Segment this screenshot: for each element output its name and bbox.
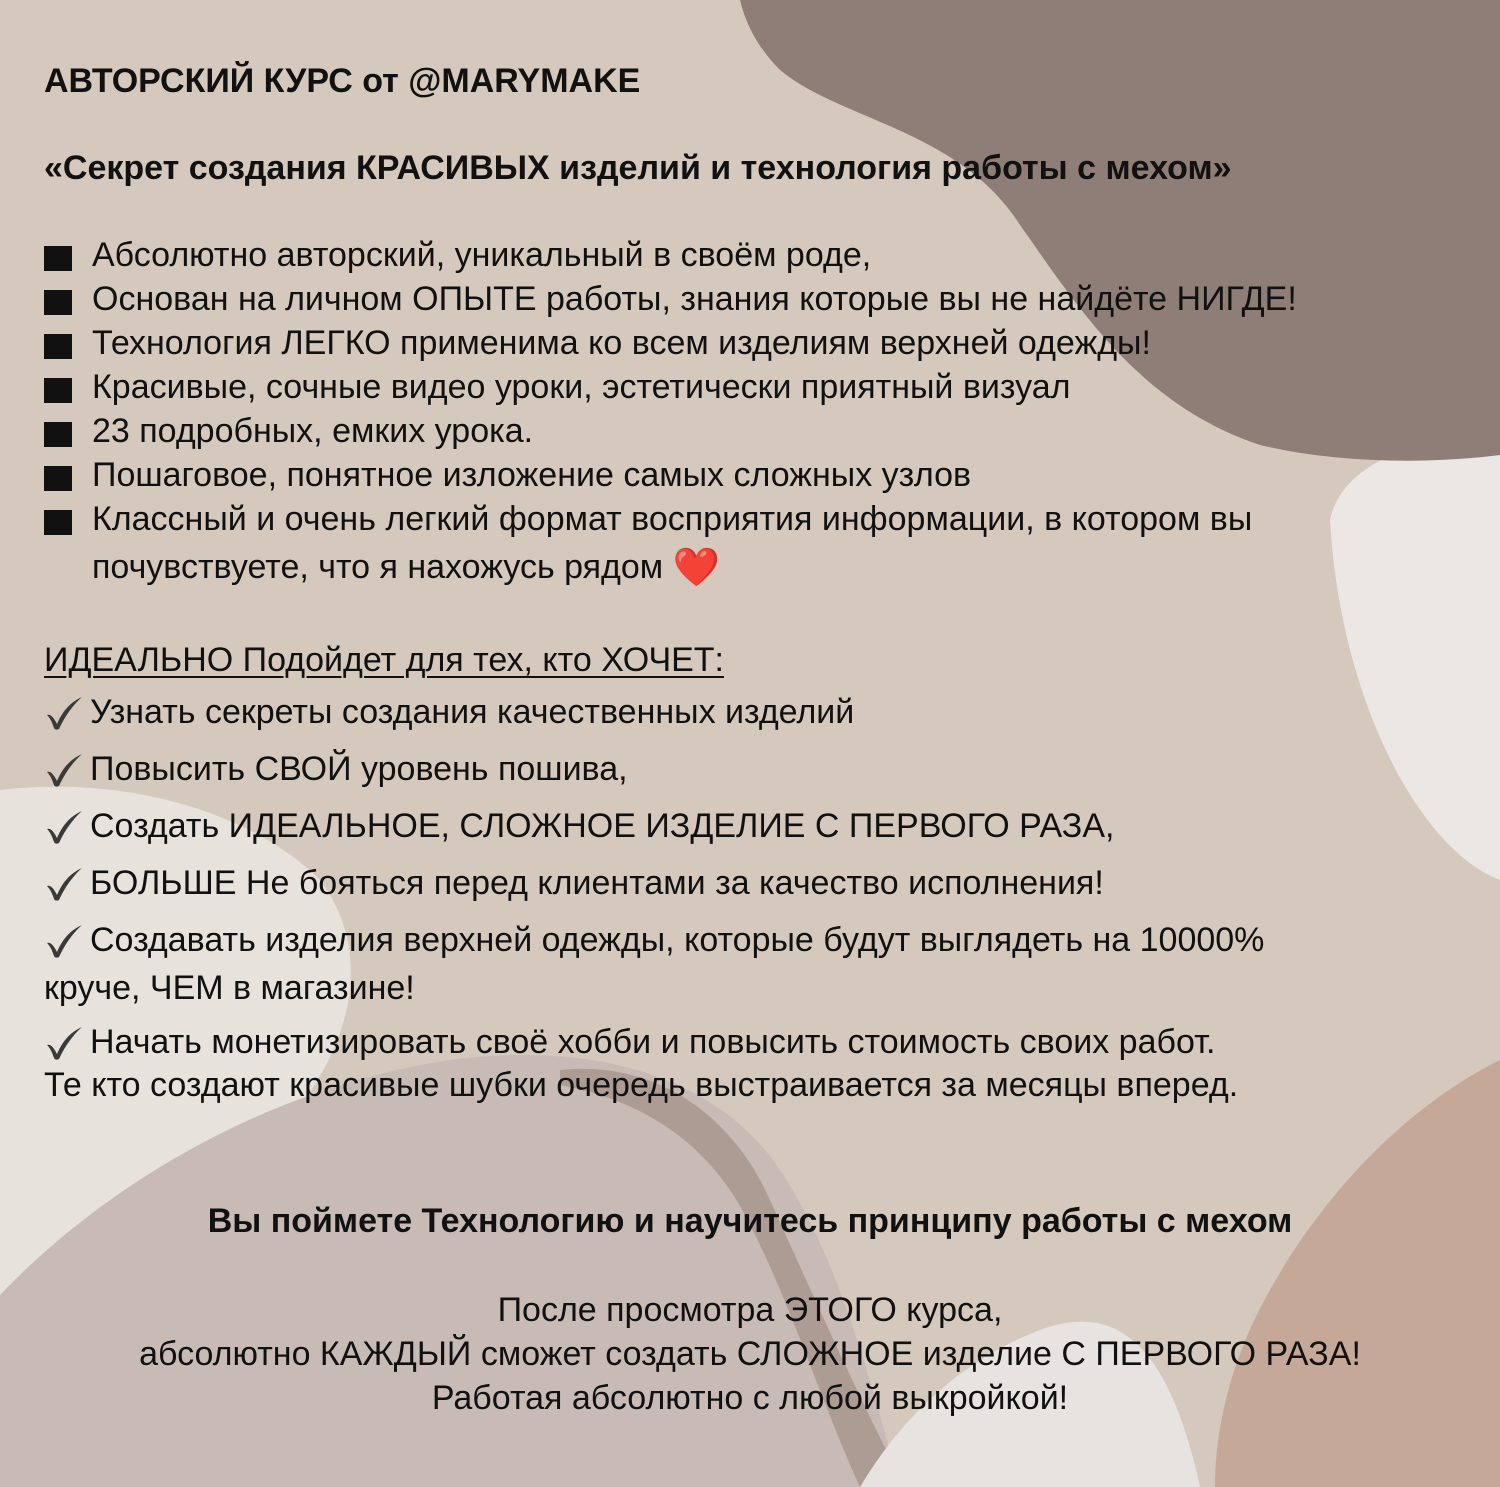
closing-line: После просмотра ЭТОГО курса,	[497, 1291, 1003, 1329]
course-title: «Секрет создания КРАСИВЫХ изделий и технология работы с мехом»	[44, 149, 1232, 187]
list-item	[44, 409, 1464, 453]
list-item-text: Основан на личном ОПЫТЕ работы, знания которые вы не найдёте НИГДЕ!	[92, 280, 1297, 318]
list-item-text: 23 подробных, емких урока.	[92, 412, 534, 450]
list-item-text-line2: почувствуете, что я нахожусь рядом	[92, 548, 673, 586]
list-item	[44, 688, 1464, 736]
black-square-icon	[44, 246, 72, 271]
list-item-text: Повысить СВОЙ уровень пошива,	[90, 750, 628, 788]
list-item-text: Технология ЛЕГКО применима ко всем изделиям верхней одежды!	[92, 324, 1151, 362]
key-promise: Вы поймете Технологию и научитесь принципу работы с мехом	[207, 1202, 1293, 1240]
list-item-text: Создавать изделия верхней одежды, которые будут выглядеть на 10000%	[90, 921, 1265, 959]
check-mark-icon	[44, 809, 84, 845]
list-item	[44, 1018, 1464, 1066]
list-item	[44, 802, 1464, 850]
black-square-icon	[44, 422, 72, 447]
check-mark-icon	[44, 866, 84, 902]
check-mark-icon	[44, 752, 84, 788]
list-item-text: Классный и очень легкий формат восприятия информации, в котором вы	[92, 500, 1253, 538]
ideal-for-heading: ИДЕАЛЬНО Подойдет для тех, кто ХОЧЕТ:	[44, 641, 724, 679]
check-mark-icon	[44, 695, 84, 731]
list-item	[44, 453, 1464, 497]
closing-statement	[0, 1288, 1500, 1420]
check-mark-icon	[44, 1025, 84, 1061]
queue-note: Те кто создают красивые шубки очередь выстраивается за месяцы вперед.	[44, 1066, 1239, 1104]
author-heading: АВТОРСКИЙ КУРС от @MARYMAKE	[44, 62, 641, 100]
black-square-icon	[44, 510, 72, 535]
ideal-for-list	[44, 688, 1464, 1108]
list-item	[44, 321, 1464, 365]
list-item-text: Начать монетизировать своё хобби и повысить стоимость своих работ.	[90, 1023, 1216, 1061]
list-item-text: Создать ИДЕАЛЬНОЕ, СЛОЖНОЕ ИЗДЕЛИЕ С ПЕРВОГО РАЗА,	[90, 807, 1115, 845]
closing-line: Работая абсолютно с любой выкройкой!	[431, 1379, 1069, 1417]
list-item-text: БОЛЬШЕ Не бояться перед клиентами за качество исполнения!	[90, 864, 1104, 902]
black-square-icon	[44, 378, 72, 403]
list-item	[44, 277, 1464, 321]
list-item	[44, 916, 1464, 1012]
red-heart-icon: ❤️	[672, 547, 720, 589]
list-item	[44, 365, 1464, 409]
list-item-text-continued	[92, 541, 1464, 594]
check-mark-icon	[44, 923, 84, 959]
feature-list	[44, 233, 1464, 594]
list-item	[44, 233, 1464, 277]
black-square-icon	[44, 466, 72, 491]
list-item-text: Узнать секреты создания качественных изделий	[90, 693, 855, 731]
list-item	[44, 745, 1464, 793]
black-square-icon	[44, 334, 72, 359]
closing-line: абсолютно КАЖДЫЙ сможет создать СЛОЖНОЕ изделие С ПЕРВОГО РАЗА!	[139, 1335, 1361, 1373]
list-item	[44, 859, 1464, 907]
list-item	[44, 497, 1464, 594]
list-item-text: Красивые, сочные видео уроки, эстетически приятный визуал	[92, 368, 1071, 406]
list-item-text: Пошаговое, понятное изложение самых сложных узлов	[92, 456, 972, 494]
list-item-text: Абсолютно авторский, уникальный в своём роде,	[92, 236, 872, 274]
list-item-text-continued: круче, ЧЕМ в магазине!	[44, 969, 415, 1007]
black-square-icon	[44, 290, 72, 315]
